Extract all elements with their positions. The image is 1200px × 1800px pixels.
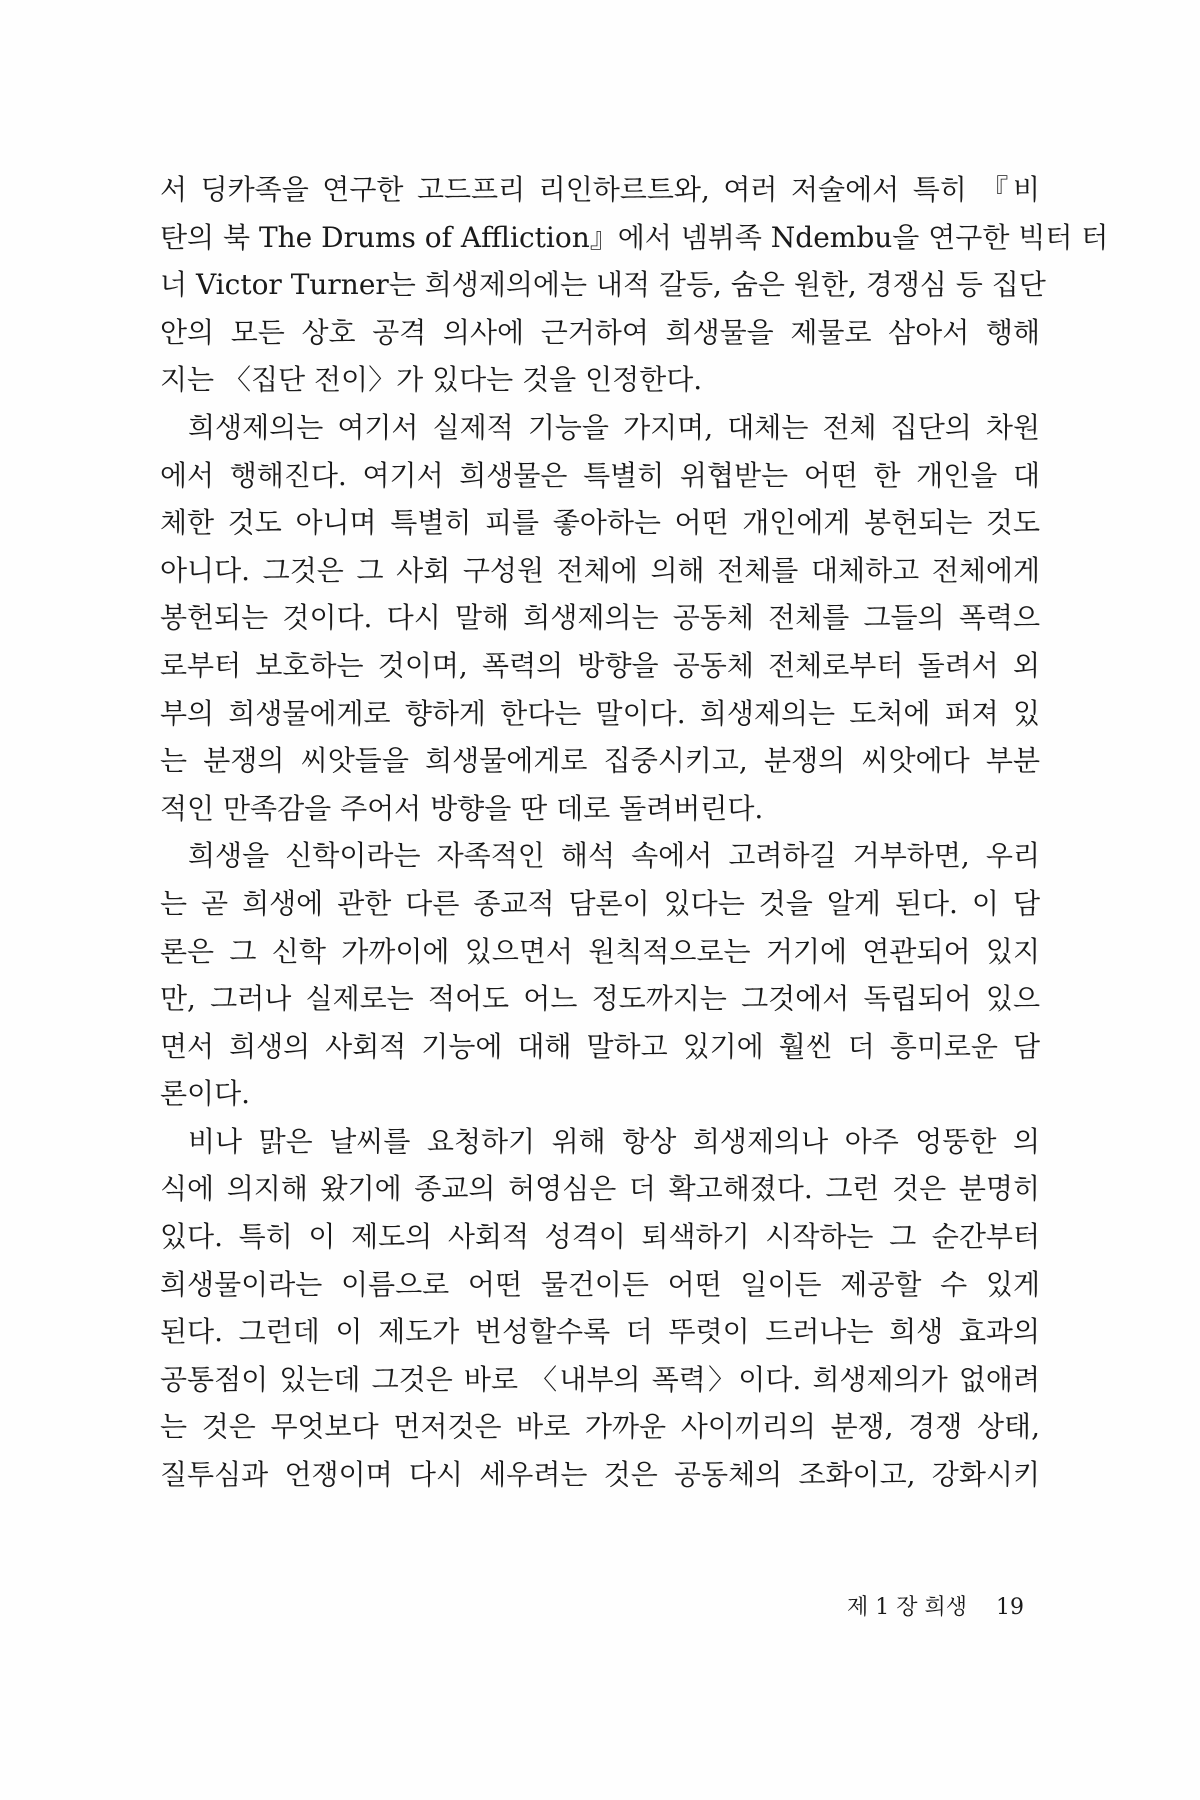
text-line: 서 딩카족을 연구한 고드프리 리인하르트와, 여러 저술에서 특히 『비 [160, 173, 1040, 206]
text-line: 있다. 특히 이 제도의 사회적 성격이 퇴색하기 시작하는 그 순간부터 [160, 1220, 1040, 1254]
text-line: 체한 것도 아니며 특별히 피를 좋아하는 어떤 개인에게 봉헌되는 것도 [160, 506, 1040, 540]
text-line: 론은 그 신학 가까이에 있으면서 원칙적으로는 거기에 연관되어 있지 [160, 934, 1040, 968]
running-footer-chapter: 제 1 장 희생 [847, 1595, 967, 1620]
text-line: 아니다. 그것은 그 사회 구성원 전체에 의해 전체를 대체하고 전체에게 [160, 553, 1040, 587]
text-line: 식에 의지해 왔기에 종교의 허영심은 더 확고해졌다. 그런 것은 분명히 [160, 1172, 1040, 1206]
text-line: 는 것은 무엇보다 먼저것은 바로 가까운 사이끼리의 분쟁, 경쟁 상태, [160, 1410, 1040, 1444]
text-line: 된다. 그런데 이 제도가 번성할수록 더 뚜렷이 드러나는 희생 효과의 [160, 1315, 1040, 1349]
text-line: 에서 행해진다. 여기서 희생물은 특별히 위협받는 어떤 한 개인을 대 [160, 458, 1040, 492]
text-line: 지는 〈집단 전이〉가 있다는 것을 인정한다. [160, 363, 703, 397]
text-line: 론이다. [160, 1077, 251, 1111]
text-line: 봉헌되는 것이다. 다시 말해 희생제의는 공동체 전체를 그들의 폭력으 [160, 601, 1040, 635]
text-line: 탄의 북 The Drums of Affliction』에서 넴뷔족 Ndembu을 연구한 빅터 터 [160, 220, 1109, 254]
text-line: 면서 희생의 사회적 기능에 대해 말하고 있기에 훨씬 더 흥미로운 담 [160, 1029, 1040, 1063]
text-line: 희생제의는 여기서 실제적 기능을 가지며, 대체는 전체 집단의 차원 [188, 410, 1040, 444]
text-line: 로부터 보호하는 것이며, 폭력의 방향을 공동체 전체로부터 돌려서 외 [160, 648, 1040, 682]
text-line: 부의 희생물에게로 향하게 한다는 말이다. 희생제의는 도처에 퍼져 있 [160, 696, 1040, 730]
body-text [160, 166, 1109, 1499]
paragraph-3 [160, 832, 1040, 1118]
text-line: 만, 그러나 실제로는 적어도 어느 정도까지는 그것에서 독립되어 있으 [160, 982, 1040, 1016]
text-line: 공통점이 있는데 그것은 바로 〈내부의 폭력〉이다. 희생제의가 없애려 [160, 1362, 1040, 1396]
text-line: 희생을 신학이라는 자족적인 해석 속에서 고려하길 거부하면, 우리 [188, 839, 1040, 873]
paragraph-1 [160, 166, 1109, 404]
text-line: 질투심과 언쟁이며 다시 세우려는 것은 공동체의 조화이고, 강화시키 [160, 1458, 1040, 1492]
paragraph-4 [160, 1118, 1040, 1499]
text-line: 희생물이라는 이름으로 어떤 물건이든 어떤 일이든 제공할 수 있게 [160, 1267, 1040, 1301]
text-line: 적인 만족감을 주어서 방향을 딴 데로 돌려버린다. [160, 791, 764, 825]
text-line: 는 곧 희생에 관한 다른 종교적 담론이 있다는 것을 알게 된다. 이 담 [160, 886, 1040, 920]
page-footer [847, 1590, 1024, 1621]
paragraph-2 [160, 404, 1040, 832]
text-line: 안의 모든 상호 공격 의사에 근거하여 희생물을 제물로 삼아서 행해 [160, 315, 1040, 349]
text-line: 너 Victor Turner는 희생제의에는 내적 갈등, 숨은 원한, 경쟁심 등 집단 [160, 268, 1046, 302]
page-number: 19 [996, 1595, 1024, 1620]
text-line: 비나 맑은 날씨를 요청하기 위해 항상 희생제의나 아주 엉뚱한 의 [188, 1124, 1040, 1158]
text-line: 는 분쟁의 씨앗들을 희생물에게로 집중시키고, 분쟁의 씨앗에다 부분 [160, 744, 1040, 778]
